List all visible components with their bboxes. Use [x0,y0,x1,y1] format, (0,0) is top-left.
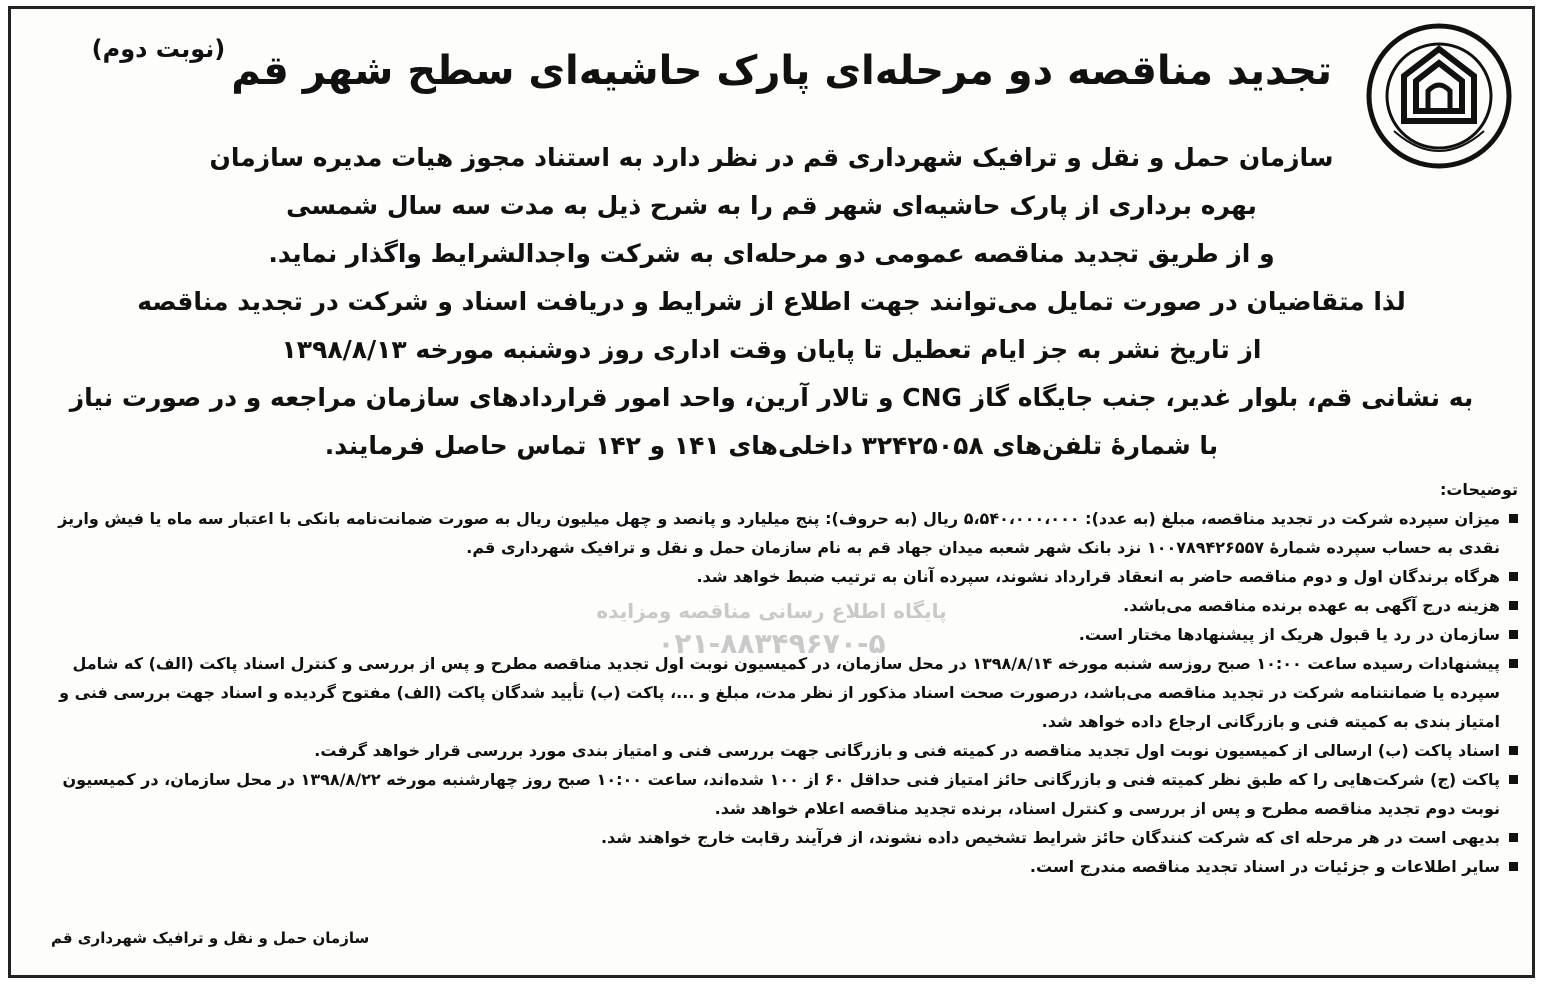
tender-notice [8,6,1535,978]
intro-line: با شمارهٔ تلفن‌های ۳۲۴۲۵۰۵۸ داخلی‌های ۱۴۱ و ۱۴۲ تماس حاصل فرمایند. [324,431,1219,460]
square-bullet-icon [1509,746,1518,755]
title-row [91,31,1332,111]
notes-list [25,504,1518,881]
square-bullet-icon [1509,775,1518,784]
signature: سازمان حمل و نقل و ترافیک شهرداری قم [51,929,370,947]
square-bullet-icon [1509,514,1518,523]
intro-line: و از طریق تجدید مناقصه عمومی دو مرحله‌ای به شرکت واجدالشرایط واگذار نماید. [268,239,1275,268]
note-item: بدیهی است در هر مرحله ای که شرکت کنندگان حائز شرایط تشخیص داده نشوند، از فرآیند رقابت خارج خواهند شد. [25,823,1518,852]
square-bullet-icon [1509,601,1518,610]
square-bullet-icon [1509,659,1518,668]
intro-line: از تاریخ نشر به جز ایام تعطیل تا پایان وقت اداری روز دوشنبه مورخه ۱۳۹۸/۸/۱۳ [281,335,1262,364]
note-item: هرگاه برندگان اول و دوم مناقصه حاضر به انعقاد قرارداد نشوند، سپرده آنان به ترتیب ضبط خواهد شد. [25,562,1518,591]
square-bullet-icon [1509,862,1518,871]
intro-line: لذا متقاضیان در صورت تمایل می‌توانند جهت اطلاع از شرایط و دریافت اسناد و شرکت در تجدید مناقصه [137,287,1406,316]
note-item: میزان سپرده شرکت در تجدید مناقصه، مبلغ (به عدد): ۵،۵۴۰،۰۰۰،۰۰۰ ریال (به حروف): پنج میلیارد و پانصد و چهل میلیون ریال به صورت ضمانت‌نامه بانکی با اعتبار سه ماه یا فیش واریز نقدی به حساب سپرده شمارهٔ ۱۰۰۷۸۹۴۲۶۵۵۷ نزد بانک شهر شعبه میدان جهاد قم به نام سازمان حمل و نقل و ترافیک شهرداری قم. [25,504,1518,562]
intro-line: به نشانی قم، بلوار غدیر، جنب جایگاه گاز CNG و تالار آرین، واحد امور قراردادهای سازمان مراجعه و در صورت نیاز [69,383,1474,412]
note-item: پیشنهادات رسیده ساعت ۱۰:۰۰ صبح روزسه شنبه مورخه ۱۳۹۸/۸/۱۴ در محل سازمان، در کمیسیون نوبت اول تجدید مناقصه مطرح و پس از بررسی و کنترل اسناد پاکت (الف) که شامل سپرده یا ضمانتنامه شرکت در تجدید مناقصه می‌باشد، درصورت صحت اسناد مذکور از نظر مدت، مبلغ و ...، پاکت (ب) تأیید شدگان پاکت (الف) مفتوح گردیده و اسناد جهت بررسی فنی و امتیاز بندی به کمیته فنی و بازرگانی ارجاع داده خواهد شد. [25,649,1518,736]
intro-line: بهره برداری از پارک حاشیه‌ای شهر قم را به شرح ذیل به مدت سه سال شمسی [286,191,1257,220]
note-item: سایر اطلاعات و جزئیات در اسناد تجدید مناقصه مندرج است. [25,852,1518,881]
title-note: (نوبت دوم) [91,35,226,63]
note-item: هزینه درج آگهی به عهده برنده مناقصه می‌باشد. [25,591,1518,620]
notes-section [25,475,1518,881]
intro-paragraph [51,134,1492,470]
square-bullet-icon [1509,833,1518,842]
notes-heading: توضیحات: [1439,480,1518,499]
watermark-phone: ۰۲۱-۸۸۳۴۹۶۷۰-۵ [657,627,886,660]
note-item: اسناد پاکت (ب) ارسالی از کمیسیون نوبت اول تجدید مناقصه در کمیته فنی و بازرگانی جهت بررسی فنی و امتیاز بندی مورد بررسی قرار خواهد گرفت. [25,736,1518,765]
note-item: سازمان در رد یا قبول هریک از پیشنهادها مختار است. [25,620,1518,649]
intro-line: سازمان حمل و نقل و ترافیک شهرداری قم در نظر دارد به استناد مجوز هیات مدیره سازمان [209,143,1334,172]
square-bullet-icon [1509,630,1518,639]
square-bullet-icon [1509,572,1518,581]
watermark-text: پایگاه اطلاع رسانی مناقصه ومزایده [596,599,947,623]
page-title: تجدید مناقصه دو مرحله‌ای پارک حاشیه‌ای سطح شهر قم [231,48,1332,94]
note-item: پاکت (ج) شرکت‌هایی را که طبق نظر کمیته فنی و بازرگانی حائز امتیاز فنی حداقل ۶۰ از ۱۰۰ شده‌اند، ساعت ۱۰:۰۰ صبح روز چهارشنبه مورخه ۱۳۹۸/۸/۲۲ در محل سازمان، در کمیسیون نوبت دوم تجدید مناقصه مطرح و پس از بررسی و کنترل اسناد، برنده تجدید مناقصه اعلام خواهد شد. [25,765,1518,823]
